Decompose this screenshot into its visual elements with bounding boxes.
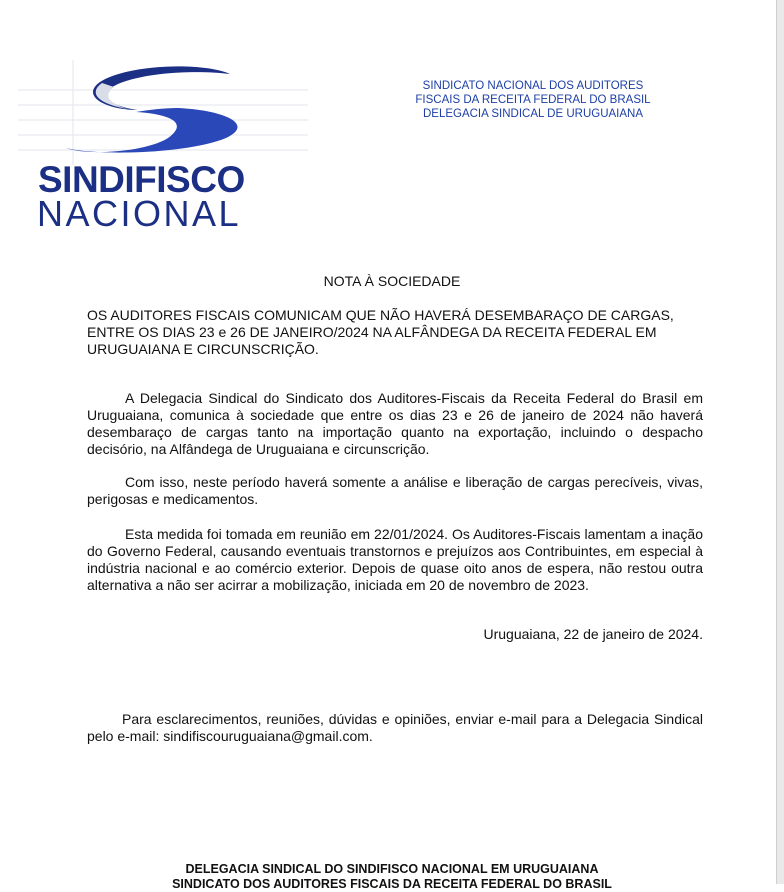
s-swoosh-icon	[18, 60, 308, 170]
letterhead-line-3: DELEGACIA SINDICAL DE URUGUAIANA	[422, 108, 644, 120]
footer-line-2: SINDICATO DOS AUDITORES FISCAIS DA RECEITA FEDERAL DO BRASIL	[172, 877, 612, 891]
page-scroll-edge	[776, 0, 784, 884]
logo-word-sindifisco: SINDIFISCO	[38, 159, 245, 200]
document-subtitle: OS AUDITORES FISCAIS COMUNICAM QUE NÃO HAVERÁ DESEMBARAÇO DE CARGAS, ENTRE OS DIAS 23 e 26 DE JANEIRO/2024 NA ALFÂNDEGA DA RECEITA FEDERAL EM URUGUAIANA E CIRCUNSCRIÇÃO.	[87, 307, 674, 357]
paragraph-2: Com isso, neste período haverá somente a análise e liberação de cargas perecíveis, vivas, perigosas e medicamentos.	[87, 474, 703, 507]
document-title: NOTA À SOCIEDADE	[323, 273, 461, 289]
letterhead-line-2: FISCAIS DA RECEITA FEDERAL DO BRASIL	[415, 94, 651, 106]
logo-word-nacional: NACIONAL	[37, 193, 242, 234]
footer-line-1: DELEGACIA SINDICAL DO SINDIFISCO NACIONAL EM URUGUAIANA	[185, 862, 599, 876]
letterhead-line-1: SINDICATO NACIONAL DOS AUDITORES	[422, 80, 644, 92]
sindifisco-logo	[18, 60, 308, 234]
document-date: Uruguaiana, 22 de janeiro de 2024.	[483, 626, 703, 642]
contact-paragraph: Para esclarecimentos, reuniões, dúvidas e opiniões, enviar e-mail para a Delegacia Sindical pelo e-mail: sindifiscouruguaiana@gmail.com.	[87, 711, 703, 744]
footer	[0, 862, 784, 892]
paragraph-1: A Delegacia Sindical do Sindicato dos Auditores-Fiscais da Receita Federal do Brasil em Uruguaiana, comunica à sociedade que entre os dias 23 e 26 de janeiro de 2024 não haverá desembaraço de cargas tanto na importação quanto na exportação, incluindo o despacho decisório, na Alfândega de Uruguaiana e circunscrição.	[87, 390, 703, 457]
letterhead	[398, 79, 668, 121]
paragraph-3: Esta medida foi tomada em reunião em 22/01/2024. Os Auditores-Fiscais lamentam a inação do Governo Federal, causando eventuais transtornos e prejuízos aos Contribuintes, em especial à indústria nacional e ao comércio exterior. Depois de quase oito anos de espera, não restou outra alternativa a não ser acirrar a mobilização, iniciada em 20 de novembro de 2023.	[87, 526, 703, 593]
